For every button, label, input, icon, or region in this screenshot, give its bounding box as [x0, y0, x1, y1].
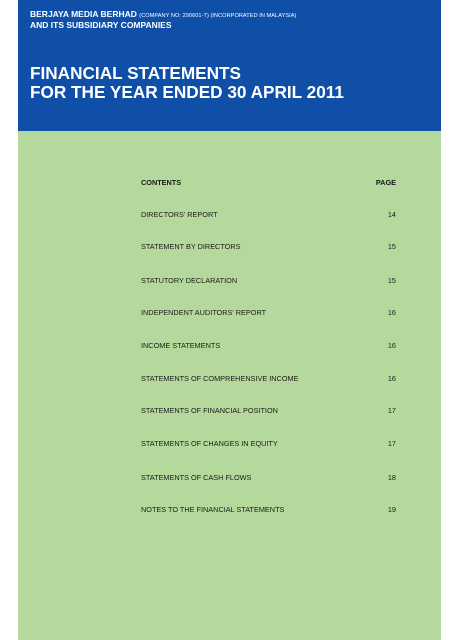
toc-entry-label: DIRECTORS' REPORT	[141, 210, 218, 219]
toc-entry-page: 17	[387, 439, 396, 448]
toc-entry-page: 16	[387, 308, 396, 317]
toc-entry-label: INCOME STATEMENTS	[141, 341, 221, 350]
title-line-2: FOR THE YEAR ENDED 30 APRIL 2011	[30, 82, 344, 102]
toc-entry-label: STATEMENTS OF CASH FLOWS	[141, 473, 252, 482]
toc-entry-label: STATEMENTS OF CHANGES IN EQUITY	[141, 439, 278, 448]
header-banner	[18, 0, 441, 131]
contents-panel	[18, 131, 441, 640]
toc-entry-label: STATEMENTS OF FINANCIAL POSITION	[141, 406, 278, 415]
contents-heading: CONTENTS	[141, 178, 182, 187]
toc-entry-page: 14	[387, 210, 396, 219]
toc-entry-page: 15	[387, 276, 396, 285]
toc-entry-label: NOTES TO THE FINANCIAL STATEMENTS	[141, 505, 285, 514]
company-name: BERJAYA MEDIA BERHAD	[30, 9, 137, 19]
page-heading: PAGE	[375, 178, 396, 187]
title-line-1: FINANCIAL STATEMENTS	[30, 63, 242, 83]
toc-entry-label: INDEPENDENT AUDITORS' REPORT	[141, 308, 267, 317]
toc-entry-page: 16	[387, 341, 396, 350]
toc-entry-page: 18	[387, 473, 396, 482]
company-registration: (COMPANY NO: 290601-T) (INCORPORATED IN MALAYSIA)	[139, 13, 297, 19]
subsidiary-line: AND ITS SUBSIDIARY COMPANIES	[30, 20, 172, 30]
toc-entry-label: STATUTORY DECLARATION	[141, 276, 238, 285]
page-title	[30, 64, 344, 102]
toc-entry-page: 19	[387, 505, 396, 514]
toc-entry-page: 15	[387, 242, 396, 251]
toc-entry-page: 16	[387, 374, 396, 383]
toc-entry-label: STATEMENTS OF COMPREHENSIVE INCOME	[141, 374, 299, 383]
toc-entry-label: STATEMENT BY DIRECTORS	[141, 242, 241, 251]
toc-entry-page: 17	[387, 406, 396, 415]
